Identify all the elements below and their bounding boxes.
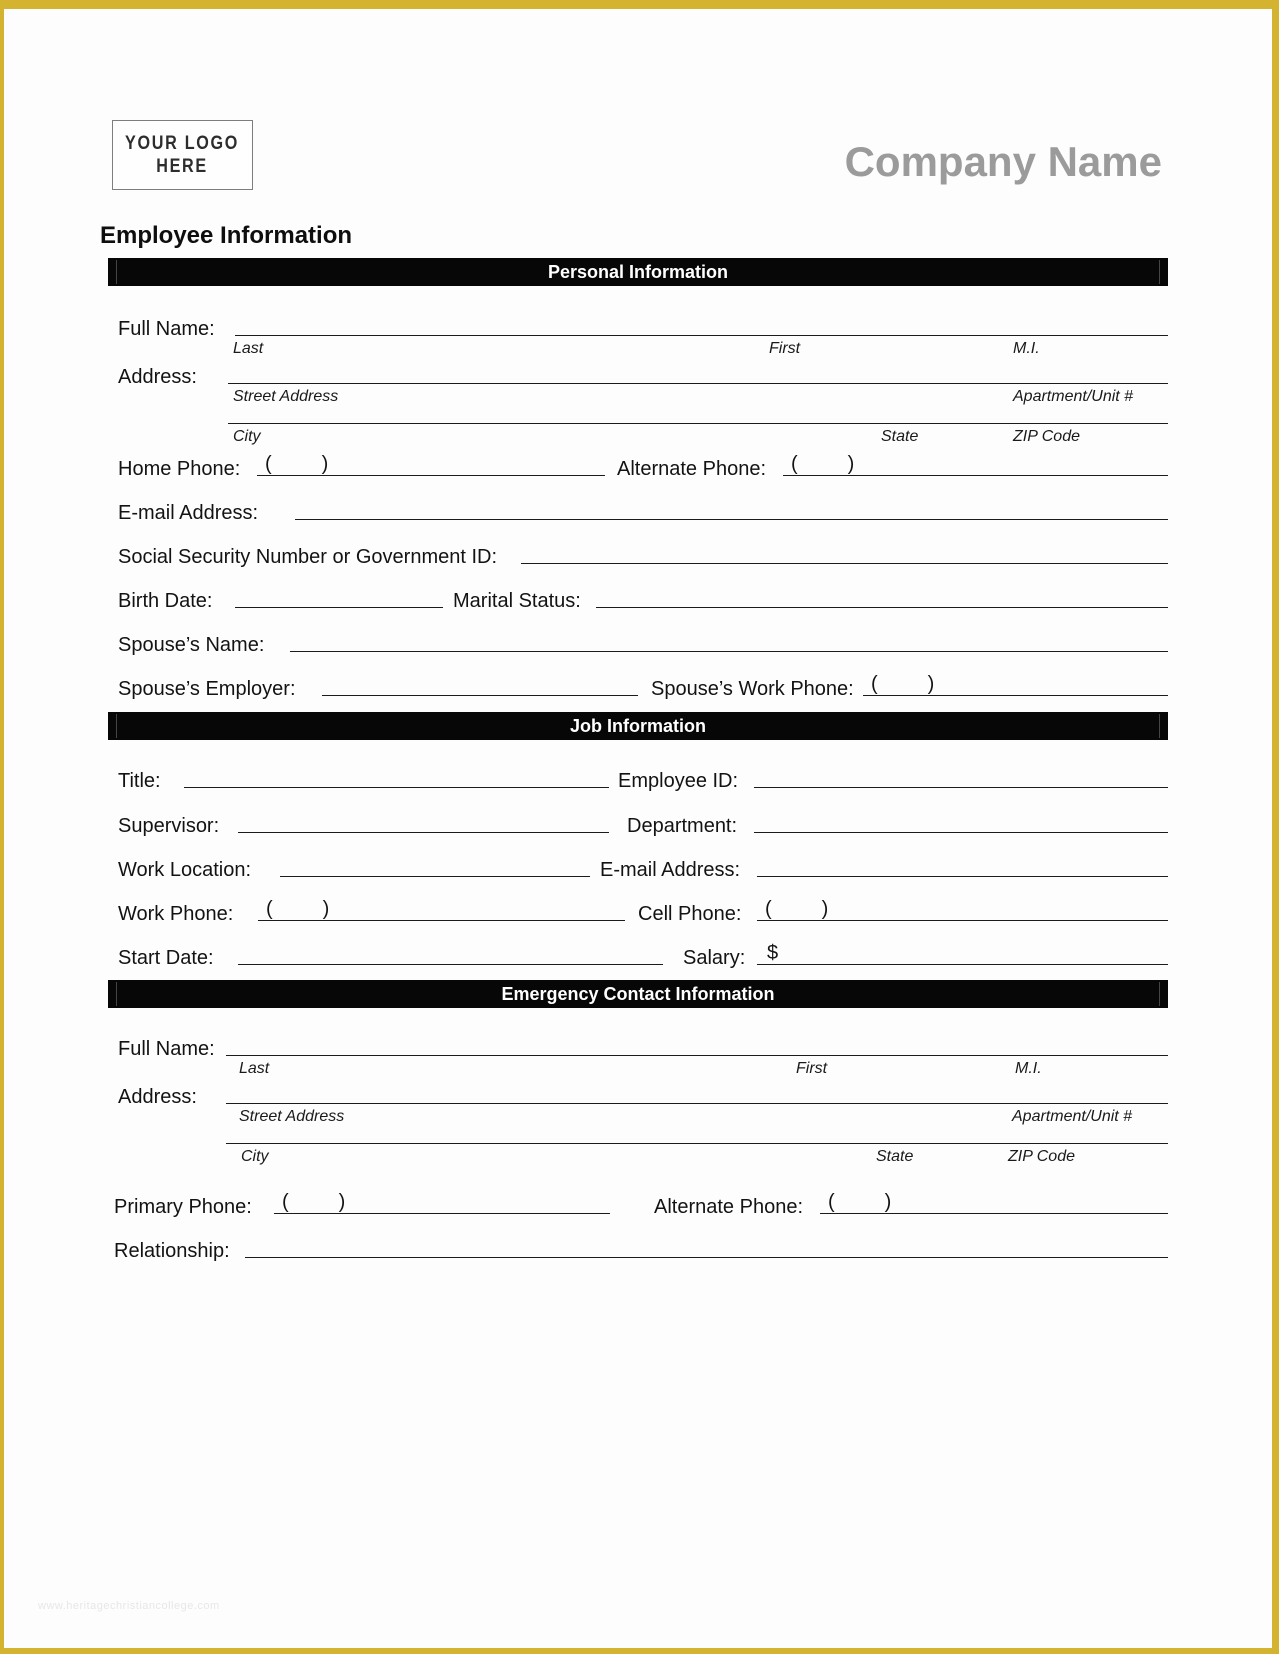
logo-line-2: HERE — [156, 156, 209, 177]
job-department-field[interactable] — [754, 811, 1168, 833]
emergency-full-name-label: Full Name: — [118, 1038, 215, 1060]
job-supervisor-label: Supervisor: — [118, 815, 220, 837]
job-department-label: Department: — [627, 815, 738, 837]
job-work-phone-label: Work Phone: — [118, 903, 234, 925]
job-employee-id-label: Employee ID: — [618, 770, 739, 792]
emergency-street-address-field[interactable] — [226, 1082, 1168, 1104]
alternate-phone-parens: ( ) — [791, 453, 855, 475]
emergency-city-state-zip-field[interactable] — [226, 1122, 1168, 1144]
emergency-alternate-phone-parens: ( ) — [828, 1191, 892, 1213]
job-salary-label: Salary: — [683, 947, 746, 969]
personal-mi-sublabel: M.I. — [1013, 340, 1040, 357]
personal-zip-sublabel: ZIP Code — [1013, 428, 1080, 445]
salary-currency-sign: $ — [767, 942, 779, 964]
home-phone-parens: ( ) — [265, 453, 329, 475]
job-work-location-field[interactable] — [280, 855, 590, 877]
page-title: Employee Information — [100, 222, 353, 249]
job-title-field[interactable] — [184, 766, 609, 788]
personal-state-sublabel: State — [881, 428, 919, 445]
emergency-state-sublabel: State — [876, 1148, 914, 1165]
cell-phone-parens: ( ) — [765, 898, 829, 920]
job-start-date-label: Start Date: — [118, 947, 214, 969]
emergency-apartment-sublabel: Apartment/Unit # — [1012, 1108, 1133, 1125]
job-work-location-label: Work Location: — [118, 859, 252, 881]
personal-street-address-field[interactable] — [228, 362, 1168, 384]
job-email-label: E-mail Address: — [600, 859, 741, 881]
emergency-mi-sublabel: M.I. — [1015, 1060, 1042, 1077]
spouse-work-phone-parens: ( ) — [871, 673, 935, 695]
job-employee-id-field[interactable] — [754, 766, 1168, 788]
job-start-date-field[interactable] — [238, 943, 663, 965]
section-header-job: Job Information — [108, 712, 1168, 740]
personal-home-phone-field[interactable] — [257, 454, 605, 476]
emergency-alternate-phone-field[interactable] — [820, 1192, 1168, 1214]
company-name: Company Name — [844, 138, 1162, 185]
logo-line-1: YOUR LOGO — [125, 133, 240, 154]
section-header-personal: Personal Information — [108, 258, 1168, 286]
emergency-address-label: Address: — [118, 1086, 197, 1108]
personal-full-name-field[interactable] — [235, 314, 1168, 336]
personal-ssn-field[interactable] — [521, 542, 1168, 564]
personal-spouse-name-label: Spouse’s Name: — [118, 634, 265, 656]
emergency-primary-phone-field[interactable] — [274, 1192, 610, 1214]
personal-spouse-work-phone-label: Spouse’s Work Phone: — [651, 678, 854, 700]
personal-first-sublabel: First — [769, 340, 801, 357]
personal-marital-status-field[interactable] — [596, 586, 1168, 608]
personal-alternate-phone-label: Alternate Phone: — [617, 458, 766, 480]
personal-spouse-name-field[interactable] — [290, 630, 1168, 652]
emergency-relationship-label: Relationship: — [114, 1240, 230, 1262]
personal-alternate-phone-field[interactable] — [783, 454, 1168, 476]
job-cell-phone-label: Cell Phone: — [638, 903, 742, 925]
logo-placeholder-text — [125, 132, 239, 178]
emergency-first-sublabel: First — [796, 1060, 828, 1077]
emergency-street-sublabel: Street Address — [239, 1108, 345, 1125]
personal-spouse-work-phone-field[interactable] — [863, 674, 1168, 696]
emergency-city-sublabel: City — [241, 1148, 269, 1165]
personal-email-field[interactable] — [295, 498, 1168, 520]
personal-birth-date-field[interactable] — [235, 586, 443, 608]
personal-email-label: E-mail Address: — [118, 502, 259, 524]
page-border-left — [0, 0, 4, 1654]
personal-spouse-employer-label: Spouse’s Employer: — [118, 678, 296, 700]
personal-last-sublabel: Last — [233, 340, 264, 357]
section-header-emergency: Emergency Contact Information — [108, 980, 1168, 1008]
page-border-right — [1272, 0, 1279, 1654]
personal-home-phone-label: Home Phone: — [118, 458, 241, 480]
personal-marital-status-label: Marital Status: — [453, 590, 581, 612]
personal-ssn-label: Social Security Number or Government ID: — [118, 546, 498, 568]
watermark-url: www.heritagechristiancollege.com — [38, 1600, 220, 1612]
job-title-label: Title: — [118, 770, 161, 792]
job-email-field[interactable] — [757, 855, 1168, 877]
emergency-zip-sublabel: ZIP Code — [1008, 1148, 1075, 1165]
emergency-primary-phone-label: Primary Phone: — [114, 1196, 252, 1218]
primary-phone-parens: ( ) — [282, 1191, 346, 1213]
personal-birth-date-label: Birth Date: — [118, 590, 213, 612]
personal-street-sublabel: Street Address — [233, 388, 339, 405]
emergency-relationship-field[interactable] — [245, 1236, 1168, 1258]
personal-city-state-zip-field[interactable] — [228, 402, 1168, 424]
personal-spouse-employer-field[interactable] — [322, 674, 638, 696]
page-border-bottom — [0, 1648, 1279, 1654]
personal-city-sublabel: City — [233, 428, 261, 445]
emergency-last-sublabel: Last — [239, 1060, 270, 1077]
personal-address-label: Address: — [118, 366, 197, 388]
job-salary-field[interactable] — [757, 943, 1168, 965]
work-phone-parens: ( ) — [266, 898, 330, 920]
job-supervisor-field[interactable] — [238, 811, 609, 833]
job-cell-phone-field[interactable] — [757, 899, 1168, 921]
emergency-alternate-phone-label: Alternate Phone: — [654, 1196, 803, 1218]
page-border-top — [0, 0, 1279, 9]
job-work-phone-field[interactable] — [258, 899, 625, 921]
emergency-full-name-field[interactable] — [226, 1034, 1168, 1056]
personal-apartment-sublabel: Apartment/Unit # — [1013, 388, 1134, 405]
logo-placeholder-box — [112, 120, 253, 190]
personal-full-name-label: Full Name: — [118, 318, 215, 340]
